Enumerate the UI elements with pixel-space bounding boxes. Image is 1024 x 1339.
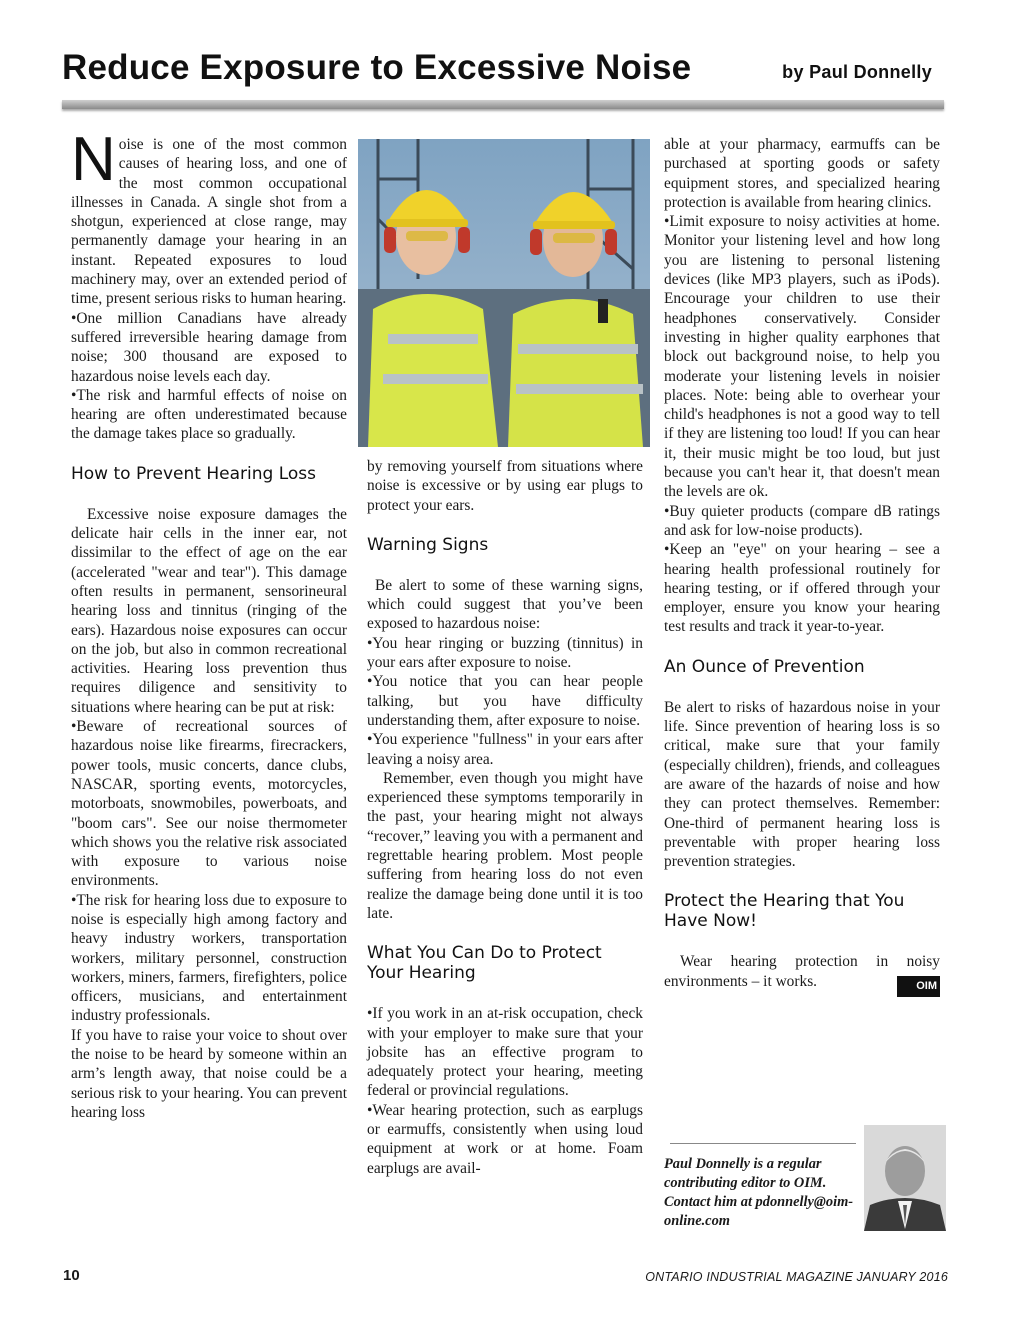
bullet-item: • One million Canadians have already suffered irreversible hearing damage from noise; 300 thousand are exposed to hazardous noise levels each day.: [71, 309, 347, 386]
title-rule: [62, 100, 944, 109]
paragraph: Excessive noise exposure damages the delicate hair cells in the inner ear, not dissimilar to the effect of age on the ear (accelerated "wear and tear"). This damage often results in permanent, sensorineural hearing loss and tinnitus (ringing of the ears). Hazardous noise exposures can occur on the job, but also in common recreational activities. Hearing loss prevention thus requires diligence and sensitivity to situations where hearing can be put at risk:: [71, 505, 347, 716]
author-bio: Paul Donnelly is a regular contributing editor to OIM. Contact him at pdonnelly@oim-online.com: [664, 1156, 854, 1229]
bullet-item: • Limit exposure to noisy activities at home. Monitor your listening level and how long you are listening to personal listening devices (like MP3 players, such as iPods). Encourage your children to use their headphones conservatively. Consider investing in higher quality earphones that block out background noise, to help you moderate your listening levels in noisier places. Note: being able to overhear your child's headphones is not a good way to tell if they are listening too loud! If you can hear it, their music might be too loud, but just because you can't hear it, that doesn't mean the levels are ok.: [664, 212, 940, 501]
heading-ounce-of-prevention: An Ounce of Prevention: [664, 656, 865, 677]
bullet-item: • Beware of recreational sources of hazardous noise like firearms, firecrackers, power tools, music concerts, dance clubs, NASCAR, sporting events, motorcycles, motorboats, snowmobiles, powerboats, and "boom cars". See our noise thermometer which shows you the relative risk associated with exposure to various noise environments.: [71, 717, 347, 891]
article-title: Reduce Exposure to Excessive Noise: [62, 48, 692, 87]
bullet-item: • Keep an "eye" on your hearing – see a hearing health professional routinely for hearing testing, or if offered through your employer, ensure you know your hearing test results and track it year-to-year.: [664, 540, 940, 636]
paragraph: Be alert to some of these warning signs, which could suggest that you’ve been exposed to hazardous noise:: [367, 576, 643, 633]
page-number: 10: [63, 1267, 80, 1284]
bullet-item: • You notice that you can hear people talking, but you have difficulty understanding them, after exposure to noise.: [367, 672, 643, 730]
column-3: [664, 135, 940, 997]
heading-protect-hearing: Protect the Hearing that You Have Now!: [664, 891, 905, 932]
paragraph: able at your pharmacy, earmuffs can be purchased at sporting goods or safety equipment stores, and specialized hearing protection is available from hearing clinics.: [664, 136, 940, 211]
paragraph: Remember, even though you might have experienced these symptoms temporarily in the past, your hearing might not always “recover,” leaving you with a permanent and regrettable hearing problem. Most people suffering from hearing loss do not even realize the damage being done until it is too late.: [367, 769, 643, 922]
heading-prevent-hearing-loss: How to Prevent Hearing Loss: [71, 463, 316, 484]
bullet-item: • If you work in an at-risk occupation, check with your employer to make sure that your jobsite has an effective program to adequately protect your hearing, meeting federal or provincial regulations.: [367, 1004, 643, 1100]
bullet-item: • Wear hearing protection, such as earplugs or earmuffs, consistently when using loud equipment at work or at home. Foam earplugs are avail-: [367, 1101, 643, 1178]
publication-footer: ONTARIO INDUSTRIAL MAGAZINE JANUARY 2016: [645, 1270, 948, 1284]
intro-paragraph: [71, 125, 347, 309]
drop-cap: N: [71, 125, 116, 194]
heading-what-you-can-do: What You Can Do to Protect Your Hearing: [367, 943, 602, 984]
workers-photo: [358, 139, 650, 447]
paragraph: Be alert to risks of hazardous noise in your life. Since prevention of hearing loss is so critical, make sure that your family (especially children), friends, and colleagues are aware of the hazards of noise and how they can protect themselves. Remember: One-third of permanent hearing loss is preventable with proper hearing loss prevention strategies.: [664, 698, 940, 871]
intro-text: oise is one of the most common causes of hearing loss, and one of the most common occupational illnesses in Canada. A single shot from a shotgun, experienced at close range, may permanently damage your hearing in an instant. Repeated exposures to loud machinery may, over an extended period of time, present serious risks to human hearing.: [71, 136, 347, 308]
oim-logo: OIM: [897, 976, 940, 997]
bullet-item: • Buy quieter products (compare dB ratings and ask for low-noise products).: [664, 502, 940, 541]
column-2: [367, 457, 643, 1178]
closing-text: Wear hearing protection in noisy environments – it works.: [664, 953, 940, 990]
bullet-item: • You experience "fullness" in your ears after leaving a noisy area.: [367, 730, 643, 769]
author-photo: [864, 1125, 946, 1231]
bullet-item: • The risk and harmful effects of noise on hearing are often underestimated because the damage takes place so gradually.: [71, 386, 347, 444]
paragraph: [664, 952, 940, 991]
bio-divider: [670, 1143, 856, 1144]
bullet-item: • The risk for hearing loss due to exposure to noise is especially high among factory and heavy industry workers, transportation workers, military personnel, construction workers, miners, farmers, firefighters, police officers, musicians, and entertainment industry professionals.: [71, 891, 347, 1026]
paragraph: by removing yourself from situations where noise is excessive or by using ear plugs to protect your ears.: [367, 458, 643, 514]
byline: by Paul Donnelly: [782, 62, 932, 82]
column-1: [71, 125, 347, 1122]
bullet-item: • You hear ringing or buzzing (tinnitus) in your ears after exposure to noise.: [367, 634, 643, 673]
heading-warning-signs: Warning Signs: [367, 534, 489, 555]
paragraph: If you have to raise your voice to shout over the noise to be heard by someone within an arm’s length away, that noise could be a serious risk to your hearing. You can prevent hearing loss: [71, 1026, 347, 1121]
